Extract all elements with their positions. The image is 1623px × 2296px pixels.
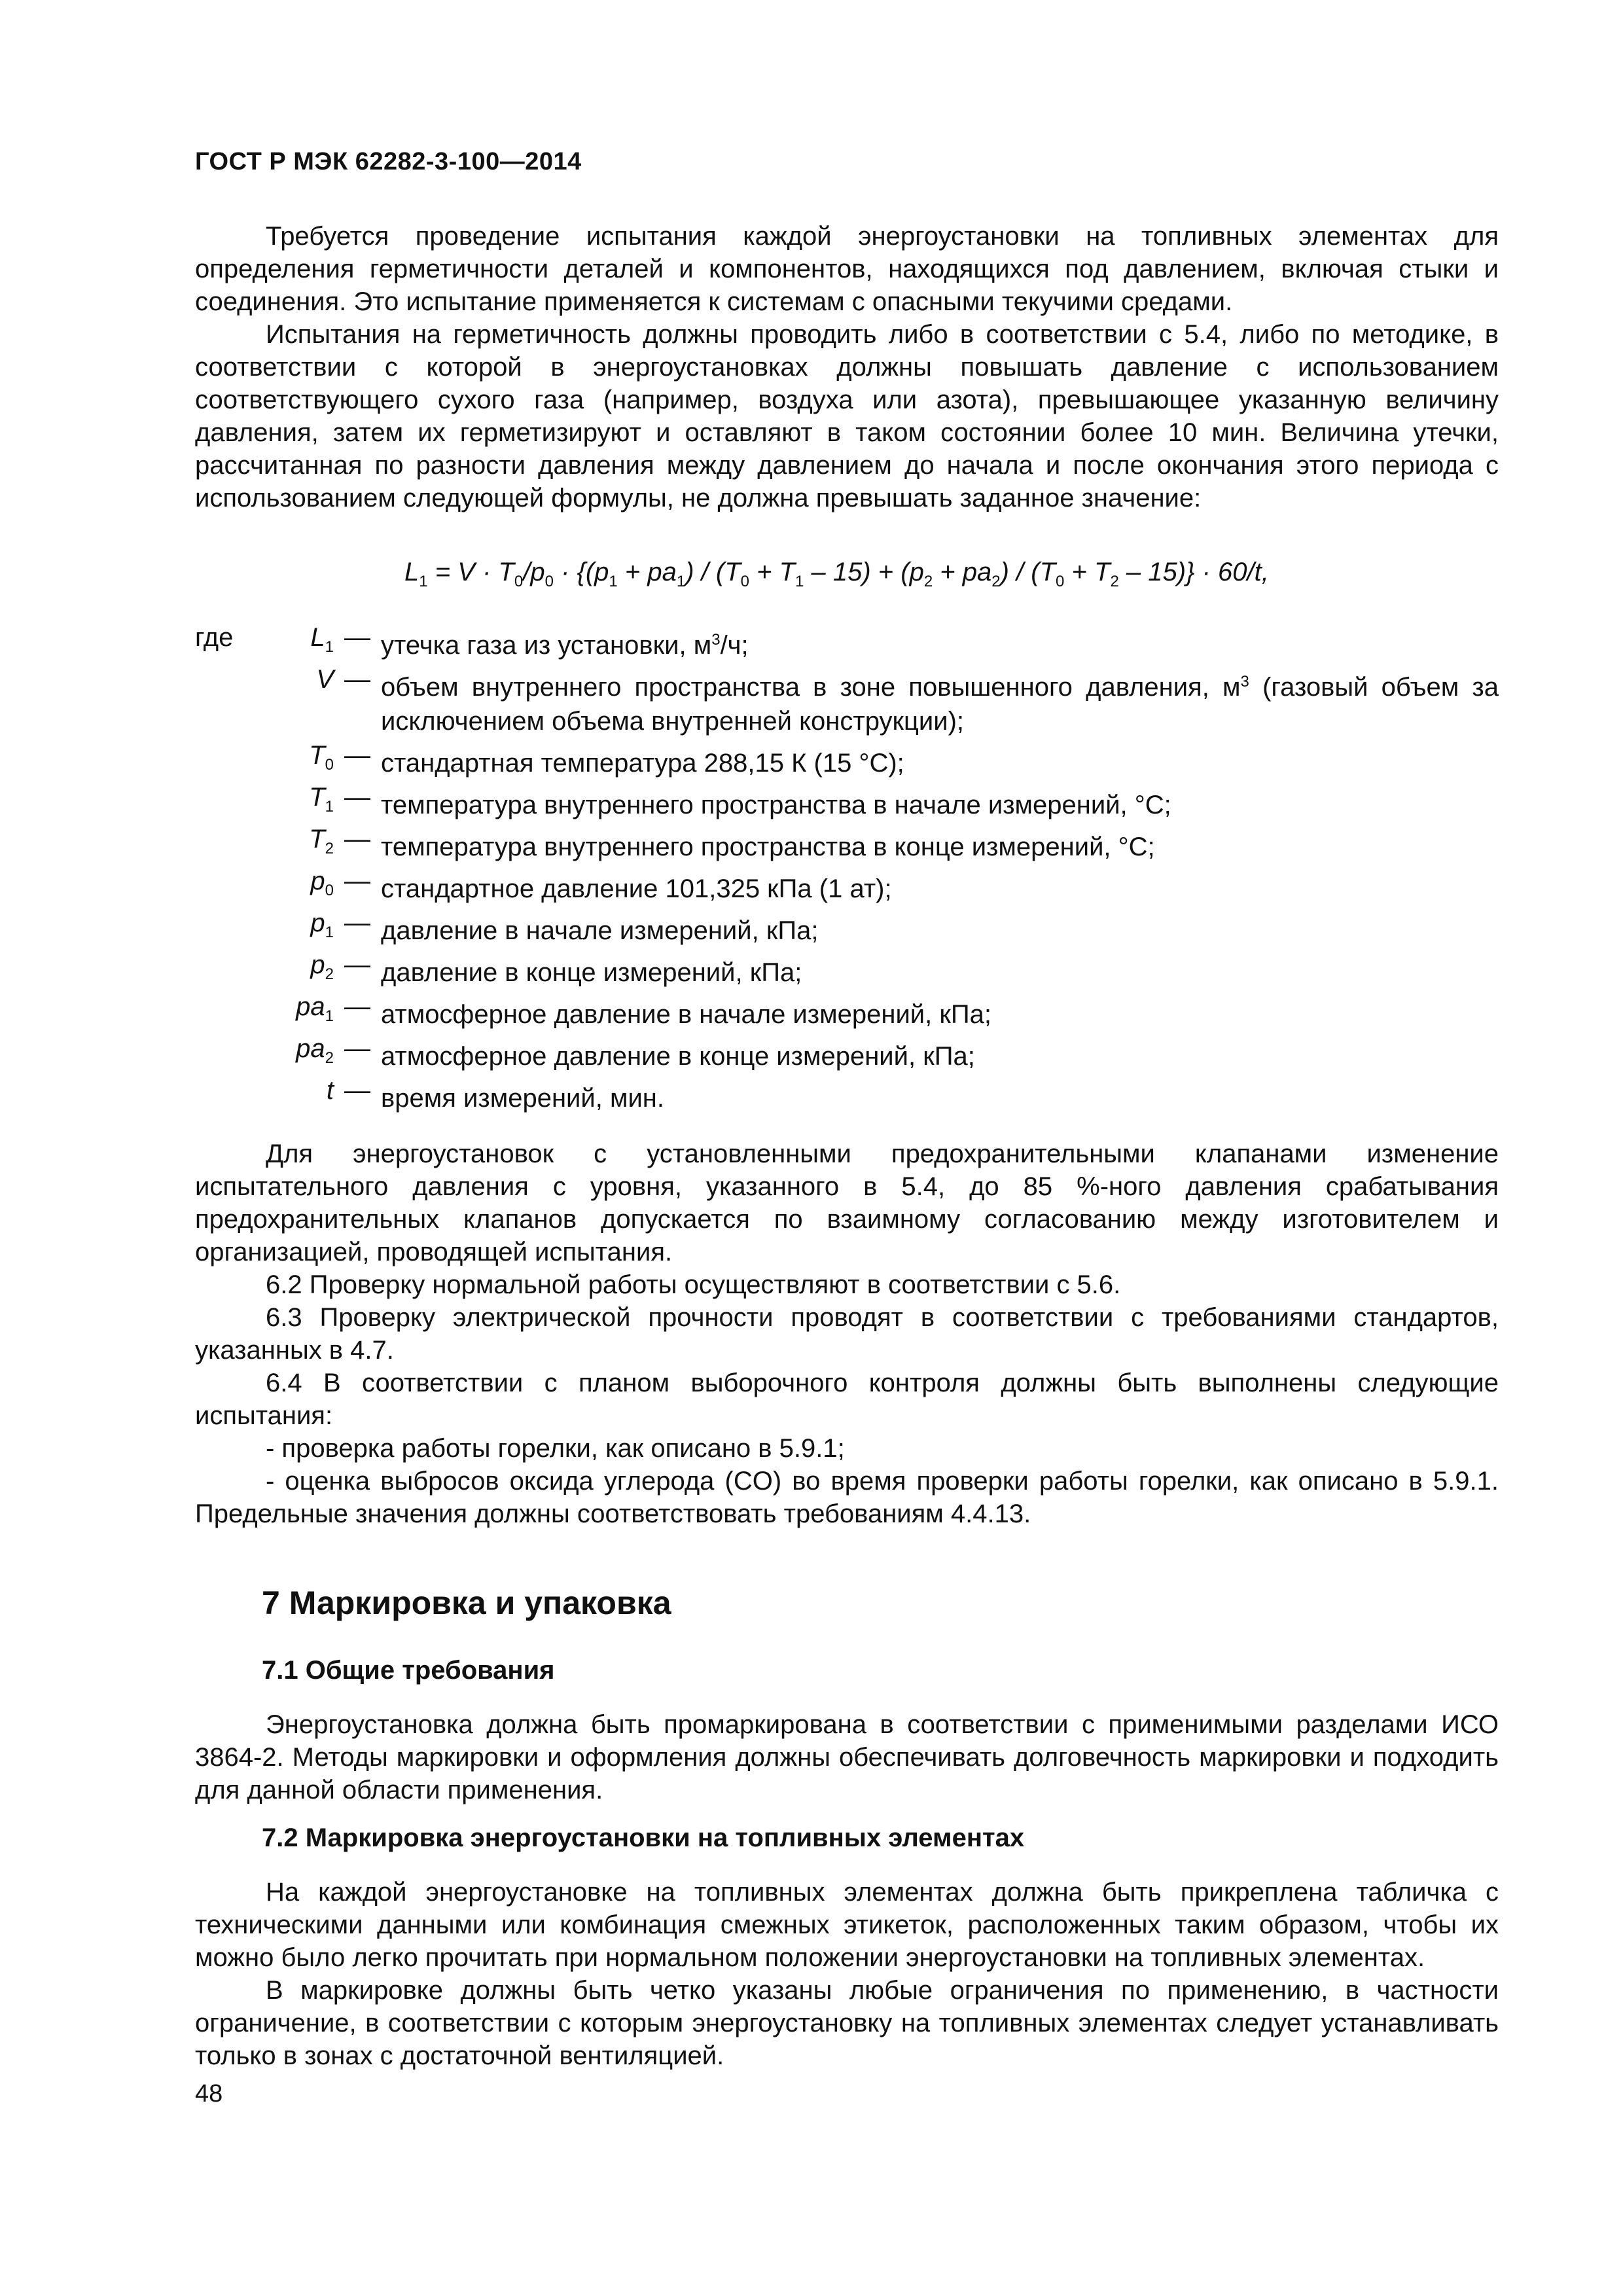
definition-symbol: $T_1$	[309, 783, 334, 816]
formula-definitions: где $L_1$ — утечка газа из установки, $м^3/ч$; V — объем внутреннего пространства в зоне повышенного давления, $м^3$ (газовый объем за исключением объема внутренней конструкции); $T_0$ — стандартная температура 288,15 К (15 °С); $T_1$ — температура внутреннего пространства в начале измерений, °С; $T_2$ — температура внутреннего пространства в конце измерений, °С; $p_0$ — стандартное давление 101,325 кПа (1 ат); $p_1$ — давление в начале измерений, кПа; $p_2$ — давление в конце измерений, кПа; $pa_1$ — атмосферное давление в начале измерений, кПа; $pa_2$ — атмосферное давление в конце измерений, кПа; t — время измерений, мин.	[195, 623, 1499, 1118]
paragraph: Испытания на герметичность должны проводить либо в соответствии с 5.4, либо по методике, в соответствии с которой в энергоустановках должны повышать давление с использованием соответствующего сухого газа (например, воздуха или азота), превышающее указанную величину давления, затем их герметизируют и оставляют в таком состоянии более 10 мин. Величина утечки, рассчитанная по разности давления между давлением до начала и после окончания этого периода с использованием следующей формулы, не должна превышать заданное значение:	[195, 320, 1499, 512]
list-item: - проверка работы горелки, как описано в 5.9.1;	[266, 1434, 845, 1463]
definition-text: стандартная температура 288,15 К (15 °С);	[381, 749, 904, 778]
section-heading: 7 Маркировка и упаковка	[262, 1585, 671, 1621]
section-7-1-body	[195, 1708, 1499, 1806]
paragraph: 6.3 Проверку электрической прочности проводят в соответствии с требованиями стандартов, указанных в 4.7.	[195, 1303, 1499, 1365]
list-item: - оценка выбросов оксида углерода (CO) во время проверки работы горелки, как описано в 5.9.1. Предельные значения должны соответствовать требованиям 4.4.13.	[195, 1467, 1499, 1528]
definition-symbol: $p_0$	[310, 867, 334, 899]
definition-text: атмосферное давление в конце измерений, кПа;	[381, 1042, 975, 1071]
paragraph: Для энергоустановок с установленными предохранительными клапанами изменение испытательного давления с уровня, указанного в 5.4, до 85 %-ного давления срабатывания предохранительных клапанов допускается по взаимному согласованию между изготовителем и организацией, проводящей испытания.	[195, 1139, 1499, 1266]
definition-text: давление в конце измерений, кПа;	[381, 958, 802, 987]
definition-text: температура внутреннего пространства в начале измерений, °С;	[381, 791, 1171, 819]
paragraph: 6.2 Проверку нормальной работы осуществляют в соответствии с 5.6.	[266, 1270, 1121, 1299]
paragraph: В маркировке должны быть четко указаны любые ограничения по применению, в частности ограничение, в соответствии с которым энергоустановку на топливных элементах следует устанавливать только в зонах с достаточной вентиляцией.	[195, 1976, 1499, 2070]
paragraph: 6.4 В соответствии с планом выборочного контроля должны быть выполнены следующие испытания:	[195, 1369, 1499, 1430]
page-number: 48	[195, 2080, 223, 2108]
definition-symbol: $p_1$	[310, 908, 334, 941]
subsection-heading: 7.1 Общие требования	[262, 1656, 555, 1685]
definition-text: время измерений, мин.	[381, 1084, 664, 1113]
definition-text: утечка газа из установки, $м^3/ч$;	[381, 631, 749, 660]
definition-symbol: $pa_2$	[296, 1034, 334, 1067]
definition-text: объем внутреннего пространства в зоне повышенного давления, $м^3$ (газовый объем за исключением объема внутренней конструкции);	[381, 673, 1499, 736]
paragraph: Энергоустановка должна быть промаркирована в соответствии с применимыми разделами ИСО 3864-2. Методы маркировки и оформления должны обеспечивать долговечность маркировки и подходить для данной области применения.	[195, 1710, 1499, 1804]
definition-symbol: $T_2$	[309, 825, 334, 857]
paragraph: На каждой энергоустановке на топливных элементах должна быть прикреплена табличка с техническими данными или комбинация смежных этикеток, расположенных таким образом, чтобы их можно было легко прочитать при нормальном положении энергоустановки на топливных элементах.	[195, 1878, 1499, 1972]
leak-formula: $L_1 = V \cdot T_0/p_0 \cdot \{(p_1 + pa_1) / (T_0 + T_1 - 15) + (p_2 + pa_2) / (T_0 + T_2 - 15)\} \cdot 60/t$,	[404, 558, 1269, 590]
paragraph: Требуется проведение испытания каждой энергоустановки на топливных элементах для определения герметичности деталей и компонентов, находящихся под давлением, включая стыки и соединения. Это испытание применяется к системам с опасными текучими средами.	[195, 222, 1499, 316]
where-label: где	[195, 623, 234, 652]
tests-block	[195, 1138, 1499, 1530]
definition-symbol: $L_1$	[310, 623, 334, 656]
definition-symbol: $pa_1$	[296, 992, 334, 1025]
definition-text: давление в начале измерений, кПа;	[381, 916, 819, 945]
definition-symbol: $p_2$	[310, 950, 334, 983]
document-header: ГОСТ Р МЭК 62282-3-100—2014	[195, 148, 582, 175]
definition-symbol: $T_0$	[309, 741, 334, 774]
subsection-heading: 7.2 Маркировка энергоустановки на топливных элементах	[262, 1823, 1025, 1852]
definition-text: температура внутреннего пространства в конце измерений, °С;	[381, 833, 1155, 861]
intro-block	[195, 220, 1499, 514]
definition-text: стандартное давление 101,325 кПа (1 ат);	[381, 874, 892, 903]
section-7-2-body	[195, 1876, 1499, 2072]
definition-text: атмосферное давление в начале измерений, кПа;	[381, 1000, 991, 1029]
definition-symbol: t	[326, 1076, 334, 1105]
definition-symbol: V	[316, 665, 334, 694]
